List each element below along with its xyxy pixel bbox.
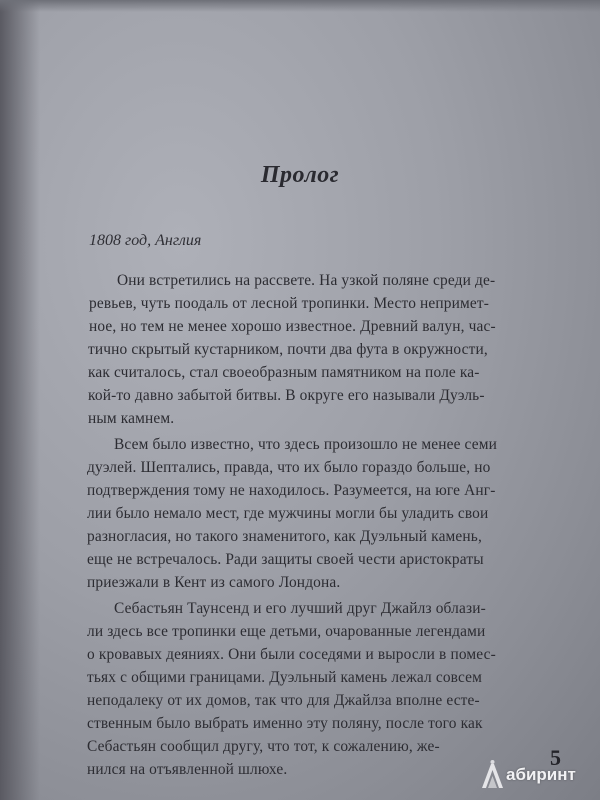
text-line: нился на отъявленной шлюхе. [87,761,288,778]
text-line: разногласия, но такого знаменитого, как Дуэльный камень, [87,528,482,545]
text-line: тично скрытый кустарником, почти два фута в окружности, [88,341,488,358]
text-line: тьях с общими границами. Дуэльный камень лежал совсем [87,669,483,686]
text-line: Всем было известно, что здесь произошло не менее семи [114,436,497,453]
text-line: еще не встречалось. Ради защиты своей чести аристократы [87,551,484,568]
text-line: ли здесь все тропинки еще детьми, очарованные легендами [87,623,486,640]
chapter-dateline: 1808 год, Англия [89,232,202,249]
text-line: лии было немало мест, где мужчины могли бы уладить свои [87,505,489,522]
page-top-edge [0,0,600,12]
text-line: кой-то давно забытой битвы. В округе его называли Дуэль- [88,387,485,404]
text-line: дуэлей. Шептались, правда, что их было гораздо больше, но [87,459,491,476]
text-line: как считалось, стал своеобразным памятником на поле ка- [88,364,480,381]
text-line: ревьев, чуть поодаль от лесной тропинки. Место непримет- [89,295,490,312]
text-line: приезжали в Кент из самого Лондона. [87,574,341,591]
text-line: ственным было выбрать именно эту поляну, после того как [87,715,483,732]
text-line: подтверждения тому не находилось. Разумеется, на юге Анг- [87,482,496,499]
watermark-text: абиринт [506,765,576,784]
text-line: Себастьян сообщил другу, что тот, к сожалению, же- [87,738,440,755]
page-gutter-shadow [0,0,40,800]
page-number: 5 [550,745,561,770]
chapter-title: Пролог [260,162,340,188]
labirint-watermark [478,756,600,794]
text-line: ное, но тем не менее хорошо известное. Древний валун, час- [89,318,496,335]
text-line: Они встретились на рассвете. На узкой поляне среди де- [117,272,496,289]
labirint-logo-icon [478,758,508,792]
text-line: неподалеку от их домов, так что для Джайлза вполне есте- [87,692,480,709]
text-line: о кровавых деяниях. Они были соседями и выросли в помес- [87,646,496,663]
text-line: Себастьян Таунсенд и его лучший друг Джайлз облази- [114,600,486,617]
text-line: ным камнем. [88,410,175,427]
